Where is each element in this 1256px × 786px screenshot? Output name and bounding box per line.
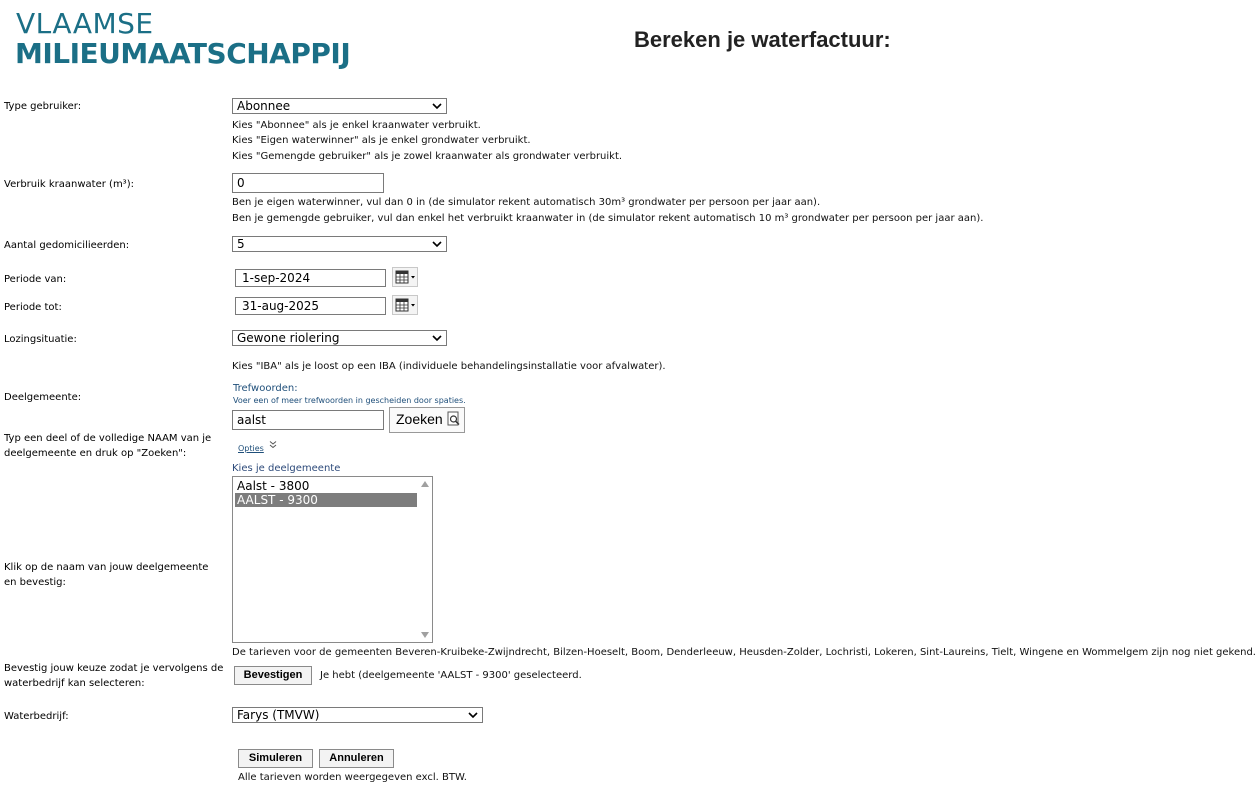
periode-tot-input[interactable]: 31-aug-2025 <box>235 297 386 315</box>
search-icon <box>447 411 461 427</box>
trefwoorden-label: Trefwoorden: <box>233 383 298 394</box>
chevron-down-icon <box>467 709 479 721</box>
type-gebruiker-select[interactable] <box>232 98 447 114</box>
gedomicilieerden-label: Aantal gedomicilieerden: <box>4 240 130 251</box>
zoeken-button-label: Zoeken <box>396 411 443 427</box>
verbruik-hint-2: Ben je gemengde gebruiker, vul dan enkel het verbruikt kraanwater in (de simulator rekent automatisch 10 m³ grondwater per persoon per jaar aan). <box>232 213 984 224</box>
type-gebruiker-value: Abonnee <box>237 99 291 113</box>
lozing-hint: Kies "IBA" als je loost op een IBA (individuele behandelingsinstallatie voor afvalwater). <box>232 361 666 372</box>
periode-tot-label: Periode tot: <box>4 302 62 313</box>
gedomicilieerden-value: 5 <box>237 237 245 251</box>
logo-line-1: VLAAMSE <box>16 7 154 40</box>
double-chevron-down-icon[interactable] <box>268 440 278 450</box>
verbruik-input[interactable]: 0 <box>232 173 384 193</box>
type-gebruiker-label: Type gebruiker: <box>4 101 82 112</box>
chevron-down-icon <box>431 100 443 112</box>
tarieven-note: De tarieven voor de gemeenten Beveren-Kruibeke-Zwijndrecht, Bilzen-Hoeselt, Boom, Denderleeuw, Heusden-Zolder, Lochristi, Lokeren, Sint-Laureins, Tielt, Wingene en Wommelgem zijn nog niet gekend. <box>232 647 1256 658</box>
verbruik-hint-1: Ben je eigen waterwinner, vul dan 0 in (de simulator rekent automatisch 30m³ grondwater per persoon per jaar aan). <box>232 197 821 208</box>
listbox-scrollbar[interactable] <box>418 477 432 642</box>
periode-van-label: Periode van: <box>4 274 67 285</box>
trefwoorden-hint: Voer een of meer trefwoorden in gescheiden door spaties. <box>233 396 466 405</box>
logo-line-2: MILIEUMAATSCHAPPIJ <box>15 37 351 70</box>
waterbedrijf-value: Farys (TMVW) <box>237 708 320 722</box>
bevestigen-button[interactable]: Bevestigen <box>234 666 312 685</box>
lozing-value: Gewone riolering <box>237 331 340 345</box>
waterbedrijf-label: Waterbedrijf: <box>4 711 69 722</box>
type-gebruiker-hint-2: Kies "Eigen waterwinner" als je enkel grondwater verbruikt. <box>232 135 531 146</box>
periode-van-input[interactable]: 1-sep-2024 <box>235 269 386 287</box>
periode-van-calendar-button[interactable] <box>392 267 418 287</box>
type-gebruiker-hint-3: Kies "Gemengde gebruiker" als je zowel kraanwater als grondwater verbruikt. <box>232 151 623 162</box>
deelgemeente-listbox[interactable] <box>232 476 433 643</box>
deelgemeente-option-selected[interactable]: AALST - 9300 <box>235 493 417 507</box>
page-title: Bereken je waterfactuur: <box>634 27 891 52</box>
chevron-down-icon <box>431 238 443 250</box>
gedomicilieerden-select[interactable] <box>232 236 447 252</box>
verbruik-label: Verbruik kraanwater (m³): <box>4 179 134 190</box>
deelgemeente-label: Deelgemeente: <box>4 392 82 403</box>
kies-deelgemeente-label: Kies je deelgemeente <box>232 463 341 474</box>
type-gebruiker-hint-1: Kies "Abonnee" als je enkel kraanwater verbruikt. <box>232 120 481 131</box>
lozing-label: Lozingsituatie: <box>4 334 77 345</box>
zoeken-button[interactable] <box>389 407 465 433</box>
calendar-icon <box>393 268 417 286</box>
calendar-icon <box>393 296 417 314</box>
periode-tot-calendar-button[interactable] <box>392 295 418 315</box>
simuleren-button[interactable]: Simuleren <box>238 749 313 768</box>
scroll-up-icon[interactable] <box>421 481 429 487</box>
waterbedrijf-select[interactable] <box>232 707 483 723</box>
bevestig-status: Je hebt (deelgemeente 'AALST - 9300' geselecteerd. <box>320 670 582 681</box>
click-instruction: Klik op de naam van jouw deelgemeente en bevestig: <box>4 562 209 588</box>
annuleren-button[interactable]: Annuleren <box>319 749 394 768</box>
deelgemeente-option[interactable]: Aalst - 3800 <box>237 479 310 493</box>
scroll-down-icon[interactable] <box>421 632 429 638</box>
deelgemeente-instruction: Typ een deel of de volledige NAAM van je deelgemeente en druk op "Zoeken": <box>4 433 212 459</box>
lozing-select[interactable] <box>232 330 447 346</box>
opties-link[interactable]: Opties <box>238 444 264 453</box>
btw-note: Alle tarieven worden weergegeven excl. BTW. <box>238 772 467 783</box>
bevestig-label: Bevestig jouw keuze zodat je vervolgens de waterbedrijf kan selecteren: <box>4 663 224 689</box>
chevron-down-icon <box>431 332 443 344</box>
deelgemeente-search-input[interactable]: aalst <box>232 410 384 430</box>
